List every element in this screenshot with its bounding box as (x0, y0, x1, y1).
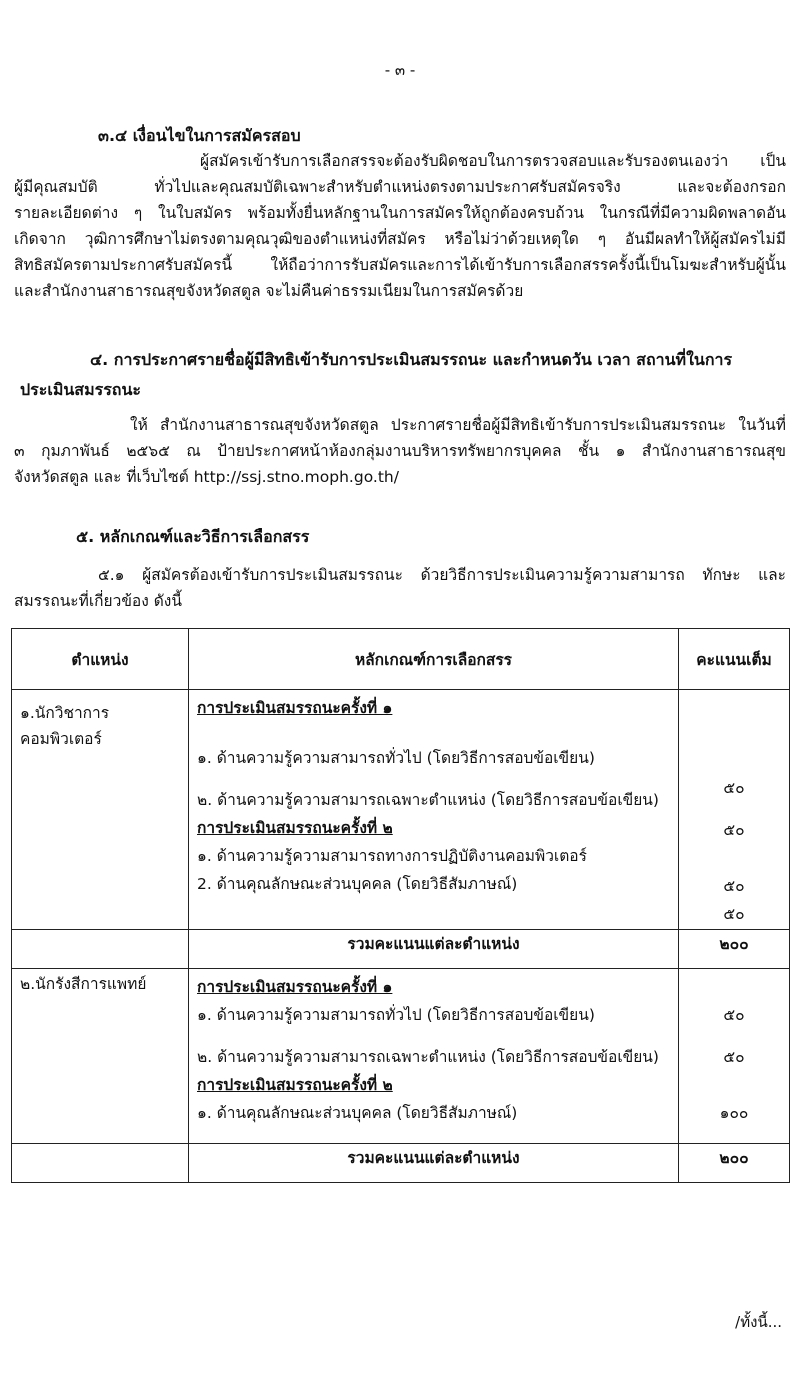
score-value: ๕๐ (723, 779, 745, 797)
paragraph-line: และสำนักงานสาธารณสุขจังหวัดสตูล จะไม่คืนค่าธรรมเนียมในการสมัครด้วย (14, 282, 524, 300)
section-5-body (14, 562, 786, 614)
criteria-item: 2. ด้านคุณลักษณะส่วนบุคคล (โดยวิธีสัมภาษณ์) (197, 875, 518, 893)
criteria-item: ๒. ด้านความรู้ความสามารถเฉพาะตำแหน่ง (โดยวิธีการสอบข้อเขียน) (197, 791, 659, 809)
header-full-score: คะแนนเต็ม (679, 629, 790, 690)
criteria-cell (189, 690, 679, 930)
criteria-item: ๑. ด้านคุณลักษณะส่วนบุคคล (โดยวิธีสัมภาษณ์) (197, 1104, 518, 1122)
criteria-item: ๑. ด้านความรู้ความสามารถทางการปฏิบัติงานคอมพิวเตอร์ (197, 847, 587, 865)
position-name: ๒.นักรังสีการแพทย์ (20, 975, 147, 993)
table-header-row (12, 629, 790, 690)
score-cell (679, 969, 790, 1144)
criteria-item: ๑. ด้านความรู้ความสามารถทั่วไป (โดยวิธีการสอบข้อเขียน) (197, 1006, 595, 1024)
score-value: ๕๐ (723, 821, 745, 839)
round-heading: การประเมินสมรรถนะครั้งที่ ๑ (197, 978, 393, 996)
section-4-heading-cont: ประเมินสมรรถนะ (20, 380, 142, 399)
header-criteria: หลักเกณฑ์การเลือกสรร (189, 629, 679, 690)
total-label: รวมคะแนนแต่ละตำแหน่ง (189, 930, 679, 969)
criteria-table (11, 628, 790, 1183)
header-position: ตำแหน่ง (12, 629, 189, 690)
score-value: ๕๐ (723, 905, 745, 923)
score-cell (679, 690, 790, 930)
paragraph-line: ๓ กุมภาพันธ์ ๒๕๖๕ ณ ป้ายประกาศหน้าห้องกลุ่มงานบริหารทรัพยากรบุคคล ชั้น ๑ สำนักงานสาธารณสุข (14, 442, 786, 460)
paragraph-line: รายละเอียดต่าง ๆ ในใบสมัคร พร้อมทั้งยื่นหลักฐานในการสมัครให้ถูกต้องครบถ้วน ในกรณีที่มีความผิดพลาดอัน (14, 204, 786, 222)
paragraph-line: ผู้สมัครเข้ารับการเลือกสรรจะต้องรับผิดชอบในการตรวจสอบและรับรองตนเองว่า เป็น (200, 152, 786, 170)
score-value: ๕๐ (723, 1006, 745, 1024)
paragraph-line: สิทธิสมัครตามประกาศรับสมัครนี้ ให้ถือว่าการรับสมัครและการได้เข้ารับการเลือกสรรครั้งนี้เป็นโมฆะสำหรับผู้นั้น (14, 256, 786, 274)
section-5-heading: ๕. หลักเกณฑ์และวิธีการเลือกสรร (76, 527, 310, 546)
section-3-4-body (14, 148, 786, 304)
paragraph-line: ๕.๑ ผู้สมัครต้องเข้ารับการประเมินสมรรถนะ ด้วยวิธีการประเมินความรู้ความสามารถ ทักษะ และ (98, 566, 786, 584)
criteria-cell (189, 969, 679, 1144)
paragraph-line: จังหวัดสตูล และ ที่เว็บไซต์ http://ssj.stno.moph.go.th/ (14, 468, 399, 486)
position-cell (12, 969, 189, 1144)
score-value: ๑๐๐ (719, 1104, 749, 1122)
round-heading: การประเมินสมรรถนะครั้งที่ ๑ (197, 699, 393, 717)
total-value: ๒๐๐ (679, 930, 790, 969)
score-value: ๕๐ (723, 877, 745, 895)
table-total-row (12, 930, 790, 969)
section-4-heading: ๔. การประกาศรายชื่อผู้มีสิทธิเข้ารับการประเมินสมรรถนะ และกำหนดวัน เวลา สถานที่ในการ (90, 350, 733, 369)
page-number: - ๓ - (384, 61, 416, 79)
paragraph-line: เกิดจาก วุฒิการศึกษาไม่ตรงตามคุณวุฒิของตำแหน่งที่สมัคร หรือไม่ว่าด้วยเหตุใด ๆ อันมีผลทำให้ผู้สมัครไม่มี (14, 230, 786, 248)
continuation-marker: /ทั้งนี้... (735, 1313, 782, 1331)
round-heading: การประเมินสมรรถนะครั้งที่ ๒ (197, 1076, 393, 1094)
round-heading: การประเมินสมรรถนะครั้งที่ ๒ (197, 819, 393, 837)
position-name: ๑.นักวิชาการ (20, 704, 110, 722)
position-cell (12, 690, 189, 930)
criteria-item: ๒. ด้านความรู้ความสามารถเฉพาะตำแหน่ง (โดยวิธีการสอบข้อเขียน) (197, 1048, 659, 1066)
paragraph-line: สมรรถนะที่เกี่ยวข้อง ดังนี้ (14, 592, 182, 610)
section-3-4-heading: ๓.๔ เงื่อนไขในการสมัครสอบ (98, 126, 301, 145)
position-name: คอมพิวเตอร์ (20, 730, 102, 748)
table-row (12, 690, 790, 930)
total-value: ๒๐๐ (679, 1144, 790, 1183)
paragraph-line: ให้ สำนักงานสาธารณสุขจังหวัดสตูล ประกาศรายชื่อผู้มีสิทธิเข้ารับการประเมินสมรรถนะ ในวันที่ (130, 416, 786, 434)
total-label: รวมคะแนนแต่ละตำแหน่ง (189, 1144, 679, 1183)
score-value: ๕๐ (723, 1048, 745, 1066)
section-4-body (14, 412, 786, 490)
table-row (12, 969, 790, 1144)
table-total-row (12, 1144, 790, 1183)
paragraph-line: ผู้มีคุณสมบัติ ทั่วไปและคุณสมบัติเฉพาะสำหรับตำแหน่งตรงตามประกาศรับสมัครจริง และจะต้องกรอก (14, 178, 786, 196)
criteria-item: ๑. ด้านความรู้ความสามารถทั่วไป (โดยวิธีการสอบข้อเขียน) (197, 749, 595, 767)
